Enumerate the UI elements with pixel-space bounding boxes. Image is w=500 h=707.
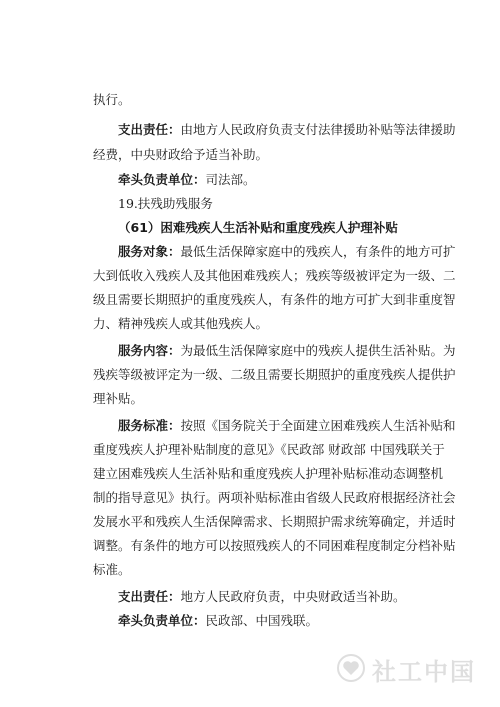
service-object-line-2: 大到低收入残疾人及其他困难残疾人；残疾等级被评定为一级、二 — [93, 268, 456, 283]
expense-responsibility-label: 支出责任： — [118, 589, 181, 604]
expense-responsibility — [118, 589, 418, 605]
service-standard-text: 按照《国务院关于全面建立困难残疾人生活补贴和 — [180, 418, 456, 433]
service-object-line-3: 级且需要长期照护的重度残疾人，有条件的地方可扩大到非重度智 — [93, 292, 456, 307]
service-standard-line-6: 调整。有条件的地方可以按照残疾人的不同困难程度制定分档补贴 — [93, 538, 456, 553]
expense-label: 支出责任： — [118, 122, 181, 137]
service-content-line-2: 残疾等级被评定为一级、二级且需要长期照护的重度残疾人提供护 — [93, 367, 456, 382]
service-content-label: 服务内容： — [118, 343, 181, 358]
service-content-text: 为最低生活保障家庭中的残疾人提供生活补贴。为 — [180, 343, 456, 358]
lead-unit-text: 司法部。 — [205, 172, 256, 187]
expense-responsibility-text: 地方人民政府负责，中央财政适当补助。 — [180, 589, 406, 604]
service-standard-label: 服务标准： — [118, 418, 181, 433]
service-standard-line-5: 发展水平和残疾人生活保障需求、长期照护需求统筹确定，并适时 — [93, 514, 456, 529]
lead-unit-label-2: 牵头负责单位： — [118, 613, 206, 628]
legal-aid-lead-unit — [118, 172, 418, 188]
service-object-line-4: 力、精神残疾人或其他残疾人。 — [93, 316, 269, 331]
service-object-label: 服务对象： — [118, 244, 181, 259]
service-standard-line-3: 建立困难残疾人生活补贴和重度残疾人护理补贴标准动态调整机 — [93, 466, 444, 481]
lead-unit-label: 牵头负责单位： — [118, 172, 206, 187]
lead-unit — [118, 613, 418, 629]
item-title: （61）困难残疾人生活补贴和重度残疾人护理补贴 — [118, 220, 398, 235]
watermark — [336, 652, 476, 687]
legal-aid-expense-line-1 — [118, 122, 456, 138]
service-standard-line-1 — [118, 418, 456, 434]
lead-unit-text-2: 民政部、中国残联。 — [205, 613, 319, 628]
service-standard-line-7: 标准。 — [93, 562, 131, 577]
service-standard-line-4: 制的指导意见》执行。两项补贴标准由省级人民政府根据经济社会 — [93, 490, 456, 505]
watermark-text: 社工中国 — [372, 658, 476, 686]
expense-text: 由地方人民政府负责支付法律援助补贴等法律援助 — [180, 122, 456, 137]
service-object-text: 最低生活保障家庭中的残疾人，有条件的地方可扩 — [180, 244, 456, 259]
section-heading: 19.扶残助残服务 — [118, 196, 213, 211]
paragraph-continuation: 执行。 — [93, 92, 131, 107]
service-content-line-3: 理补贴。 — [93, 391, 144, 406]
heart-logo-icon — [336, 653, 366, 687]
service-standard-line-2: 重度残疾人护理补贴制度的意见》《民政部 财政部 中国残联关于 — [93, 442, 445, 457]
legal-aid-expense-line-2: 经费，中央财政给予适当补助。 — [93, 147, 269, 162]
service-content-line-1 — [118, 343, 456, 359]
service-object-line-1 — [118, 244, 456, 260]
